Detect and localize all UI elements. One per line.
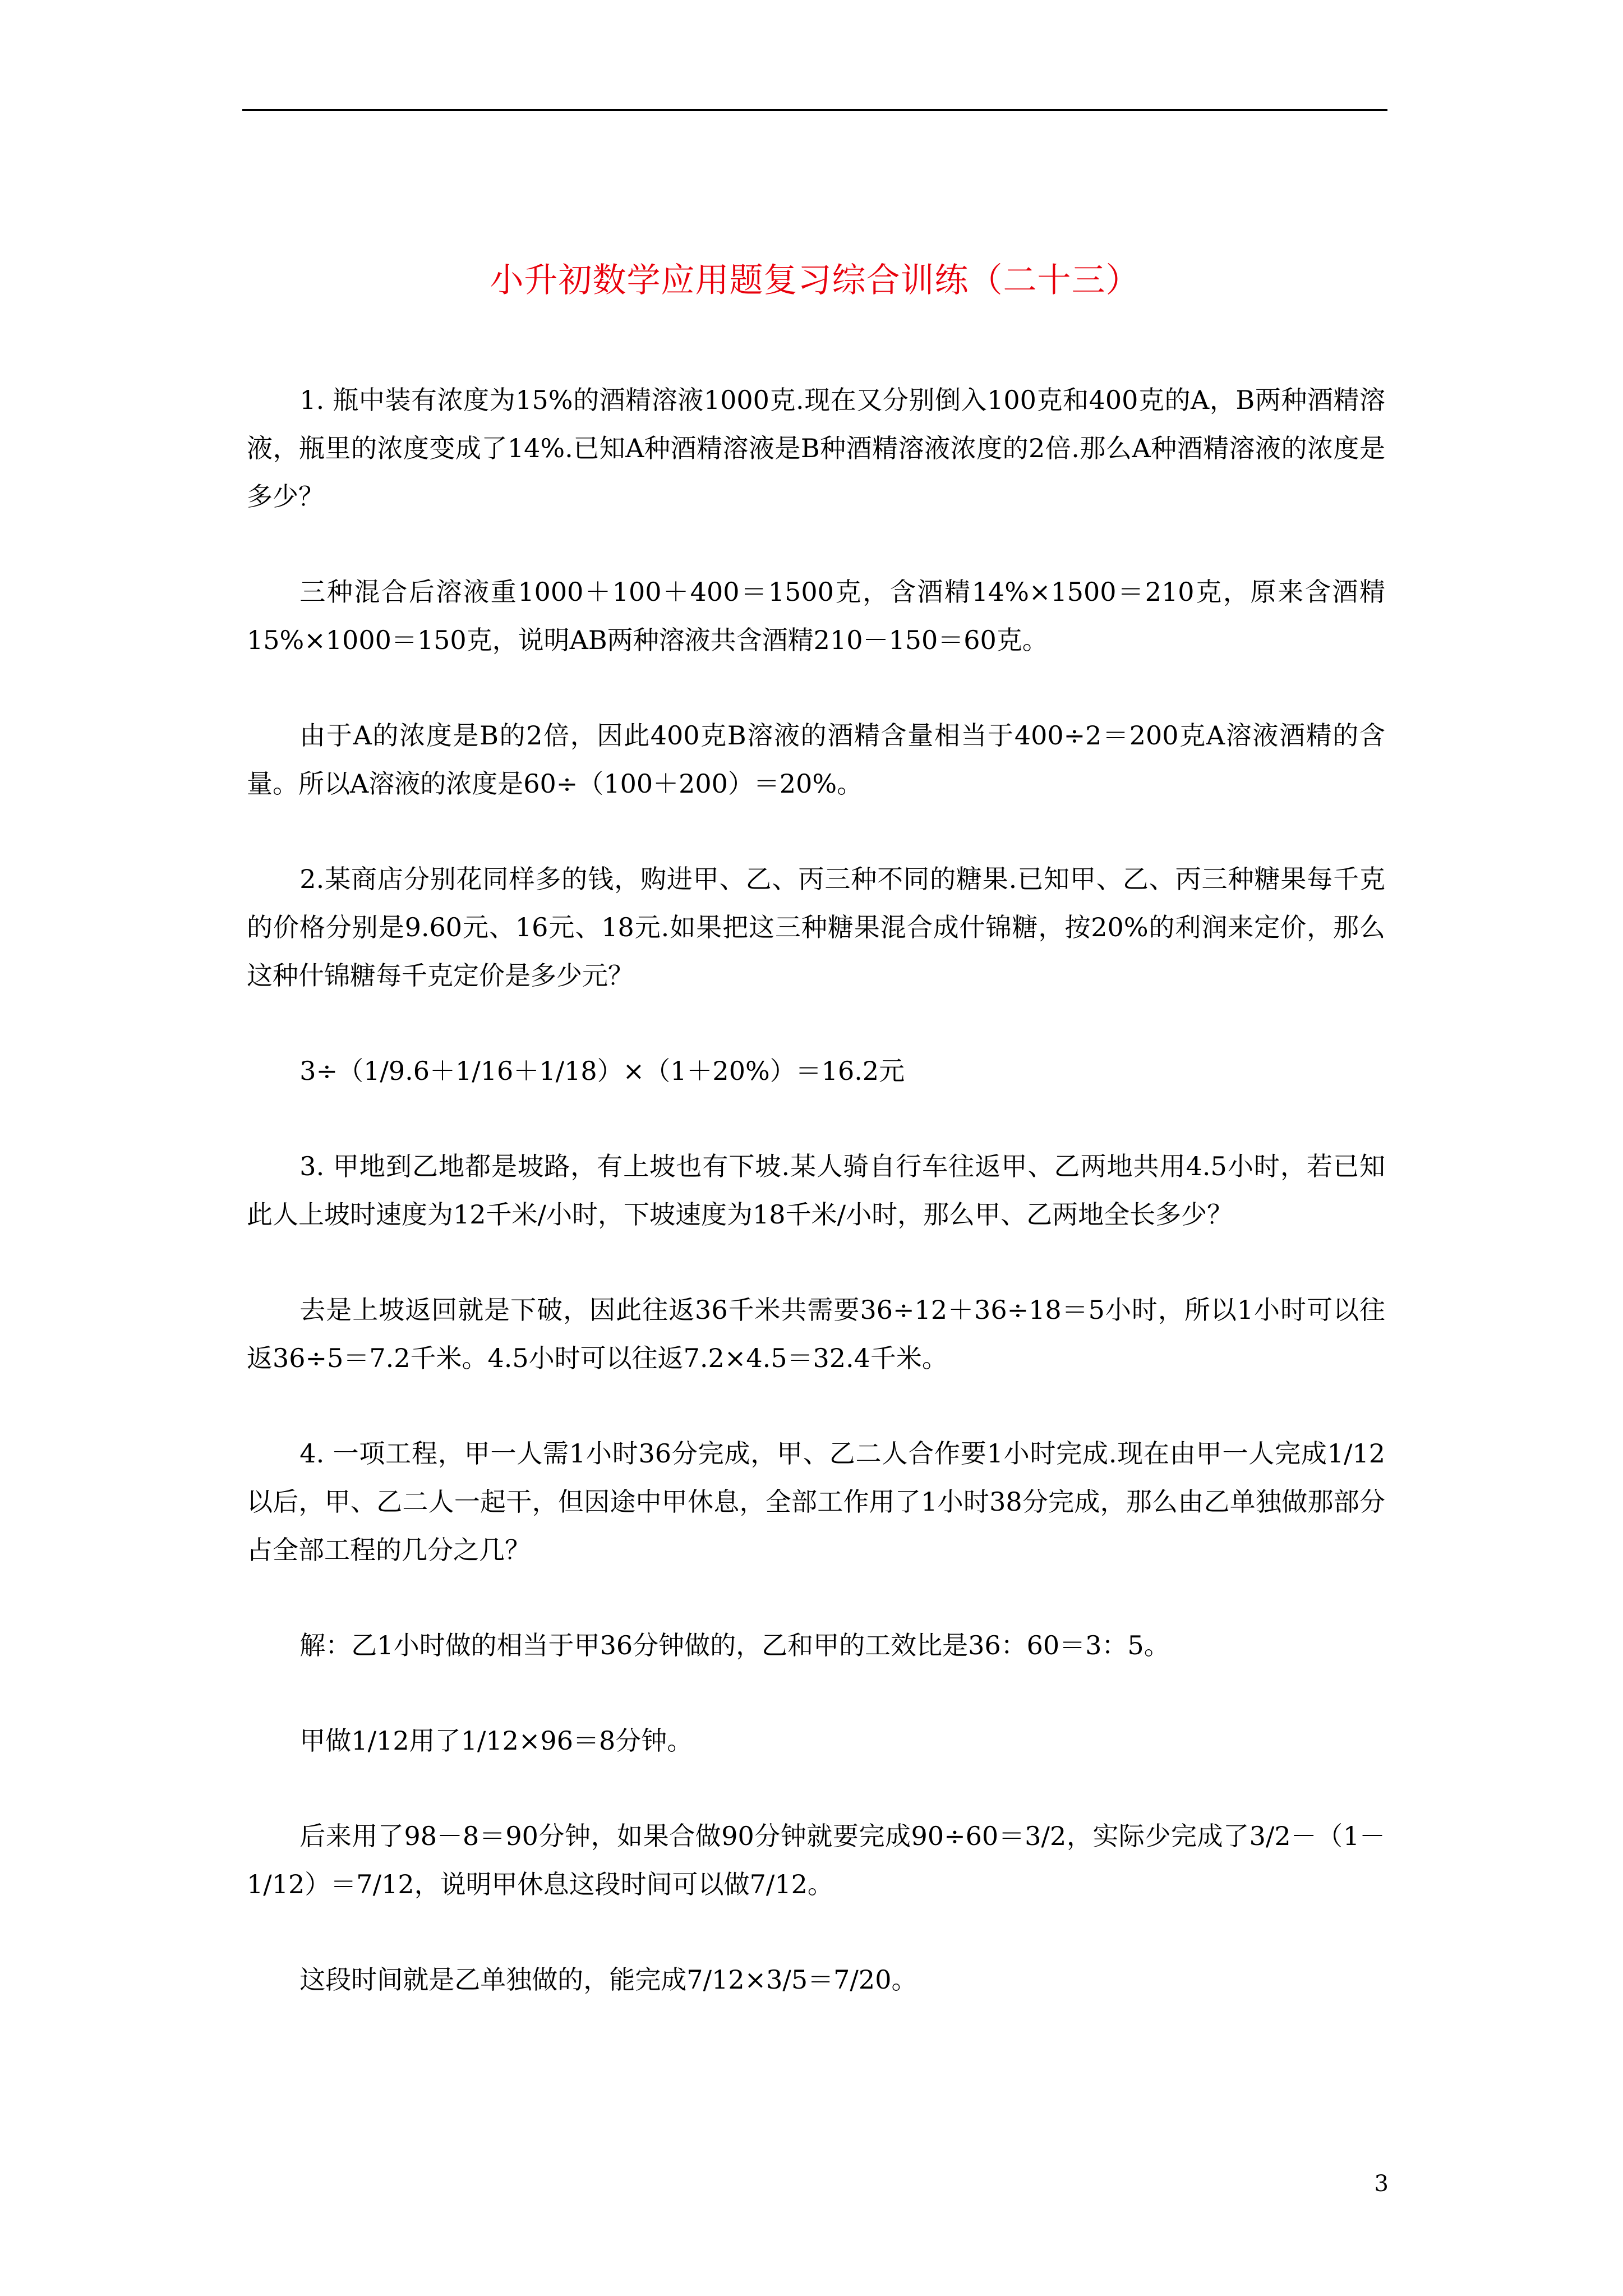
problem-2-question: 2.某商店分别花同样多的钱，购进甲、乙、丙三种不同的糖果.已知甲、乙、丙三种糖果每千克的价格分别是9.60元、16元、18元.如果把这三种糖果混合成什锦糖，按20%的利润来定价，那么这种什锦糖每千克定价是多少元？ bbox=[247, 864, 1385, 991]
problem-4-solution-step-3: 后来用了98－8＝90分钟，如果合做90分钟就要完成90÷60＝3/2，实际少完成了3/2－（1－1/12）＝7/12，说明甲休息这段时间可以做7/12。 bbox=[247, 1821, 1385, 1899]
page-number: 3 bbox=[1374, 2171, 1389, 2197]
page-title: 小升初数学应用题复习综合训练（二十三） bbox=[490, 261, 1140, 300]
problem-4-solution-step-1: 解：乙1小时做的相当于甲36分钟做的，乙和甲的工效比是36：60＝3：5。 bbox=[299, 1630, 1170, 1660]
header-rule bbox=[242, 109, 1387, 111]
problem-1-solution-step-1: 三种混合后溶液重1000＋100＋400＝1500克，含酒精14%×1500＝210克，原来含酒精15%×1000＝150克，说明AB两种溶液共含酒精210－150＝60克。 bbox=[247, 577, 1385, 655]
problem-1-question: 1. 瓶中装有浓度为15%的酒精溶液1000克.现在又分别倒入100克和400克的A，B两种酒精溶液，瓶里的浓度变成了14%.已知A种酒精溶液是B种酒精溶液浓度的2倍.那么A种酒精溶液的浓度是多少？ bbox=[247, 385, 1385, 512]
problem-4-solution-step-4: 这段时间就是乙单独做的，能完成7/12×3/5＝7/20。 bbox=[299, 1964, 917, 1995]
document-body bbox=[247, 376, 1385, 2051]
problem-1-solution-step-2: 由于A的浓度是B的2倍，因此400克B溶液的酒精含量相当于400÷2＝200克A溶液酒精的含量。所以A溶液的浓度是60÷（100＋200）＝20%。 bbox=[247, 720, 1385, 799]
problem-4-question: 4. 一项工程，甲一人需1小时36分完成，甲、乙二人合作要1小时完成.现在由甲一人完成1/12以后，甲、乙二人一起干，但因途中甲休息，全部工作用了1小时38分完成，那么由乙单独做那部分占全部工程的几分之几？ bbox=[247, 1438, 1385, 1565]
problem-3-question: 3. 甲地到乙地都是坡路，有上坡也有下坡.某人骑自行车往返甲、乙两地共用4.5小时，若已知此人上坡时速度为12千米/小时，下坡速度为18千米/小时，那么甲、乙两地全长多少？ bbox=[247, 1151, 1385, 1230]
problem-3-solution: 去是上坡返回就是下破，因此往返36千米共需要36÷12＋36÷18＝5小时，所以1小时可以往返36÷5＝7.2千米。4.5小时可以往返7.2×4.5＝32.4千米。 bbox=[247, 1295, 1385, 1373]
problem-4-solution-step-2: 甲做1/12用了1/12×96＝8分钟。 bbox=[299, 1726, 693, 1756]
problem-2-solution: 3÷（1/9.6＋1/16＋1/18）×（1＋20%）＝16.2元 bbox=[299, 1056, 905, 1086]
